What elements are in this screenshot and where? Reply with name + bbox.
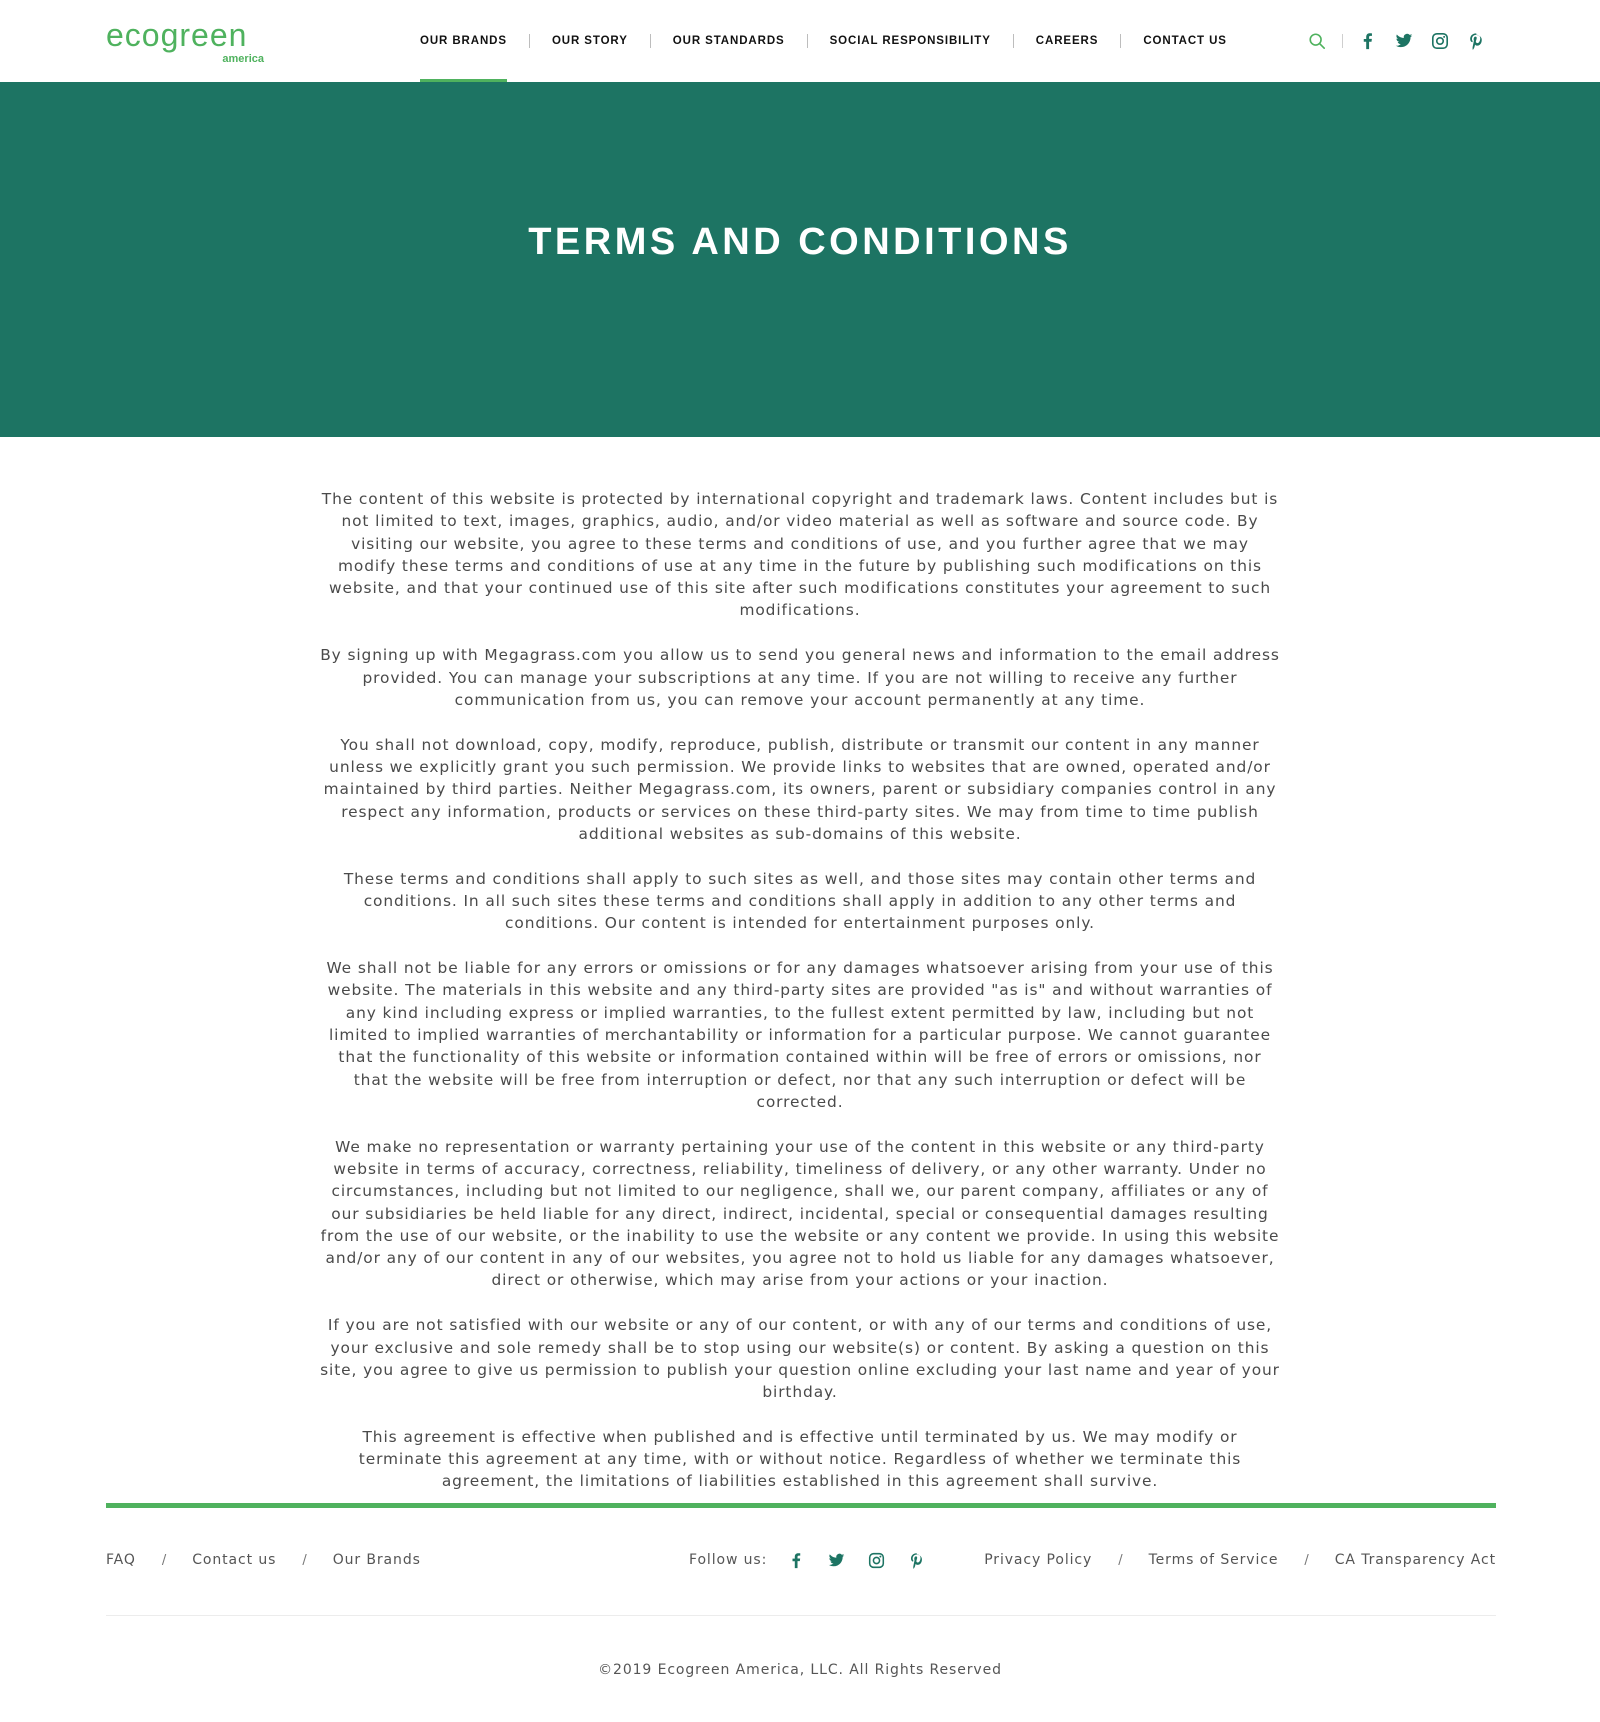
nav-item-our-story[interactable]: OUR STORY — [551, 35, 628, 47]
footer-link-privacy-policy[interactable]: Privacy Policy — [984, 1552, 1093, 1568]
footer-right-links — [984, 1546, 1496, 1574]
footer-separator: / — [302, 1552, 307, 1568]
footer-follow — [689, 1546, 945, 1574]
terms-paragraph: If you are not satisfied with our website or any of our content, or with any of our terms and conditions of use, your exclusive and sole remedy shall be to stop using our website(s) or content. By asking a question on this site, you agree to give us permission to publish your question online excluding your last name and year of your birthday. — [320, 1316, 1280, 1402]
search-icon[interactable] — [1306, 30, 1328, 52]
follow-label: Follow us: — [689, 1552, 768, 1568]
icon-separator — [1342, 34, 1343, 48]
instagram-icon[interactable] — [865, 1549, 887, 1571]
footer-left-links — [106, 1546, 421, 1574]
terms-paragraph: We make no representation or warranty pertaining your use of the content in this website or any third-party website in terms of accuracy, correctness, reliability, timeliness of delivery, or any other warranty. Under no circumstances, including but not limited to our negligence, shall we, our parent company, affiliates or any of our subsidiaries be held liable for any direct, indirect, incidental, special or consequential damages resulting from the use of our website, or the inability to use the website or any content we provide. In using this website and/or any of our content in any of our websites, you agree not to hold us liable for any damages whatsoever, direct or otherwise, which may arise from your actions or your inaction. — [320, 1137, 1280, 1290]
footer-link-contact-us[interactable]: Contact us — [192, 1552, 277, 1568]
logo-wordmark: ecogreen — [106, 17, 248, 53]
nav-separator — [1120, 34, 1121, 48]
footer-link-our-brands[interactable]: Our Brands — [332, 1552, 421, 1568]
header-icons — [1306, 0, 1487, 82]
nav-item-our-standards[interactable]: OUR STANDARDS — [672, 35, 785, 47]
twitter-icon[interactable] — [1393, 30, 1415, 52]
footer-divider — [106, 1503, 1496, 1508]
footer-link-terms-of-service[interactable]: Terms of Service — [1148, 1552, 1279, 1568]
footer-separator: / — [161, 1552, 167, 1568]
site-header — [0, 0, 1600, 83]
nav-separator — [1013, 34, 1014, 48]
facebook-icon[interactable] — [785, 1549, 807, 1571]
footer-separator: / — [1118, 1552, 1123, 1568]
footer-separator: / — [1304, 1552, 1309, 1568]
twitter-icon[interactable] — [825, 1549, 847, 1571]
terms-content — [320, 488, 1280, 1515]
nav-item-contact-us[interactable]: CONTACT US — [1143, 35, 1227, 47]
site-footer — [106, 1546, 1496, 1574]
main-nav — [420, 0, 1227, 82]
nav-item-social-responsibility[interactable]: SOCIAL RESPONSIBILITY — [829, 35, 991, 47]
facebook-icon[interactable] — [1357, 30, 1379, 52]
footer-bottom-line — [106, 1615, 1496, 1616]
footer-link-ca-transparency-act[interactable]: CA Transparency Act — [1334, 1552, 1496, 1568]
nav-separator — [529, 34, 530, 48]
nav-separator — [807, 34, 808, 48]
terms-paragraph: This agreement is effective when published and is effective until terminated by us. We may modify or terminate this agreement at any time, with or without notice. Regardless of whether we terminate this agreement, the limitations of liabilities established in this agreement shall survive. — [358, 1427, 1242, 1491]
footer-link-faq[interactable]: FAQ — [106, 1552, 136, 1568]
nav-separator — [650, 34, 651, 48]
terms-paragraph: The content of this website is protected by international copyright and trademark laws. Content includes but is not limited to text, images, graphics, audio, and/or video material as well as software and source code. By visiting our website, you agree to these terms and conditions of use, and you further agree that we may modify these terms and conditions of use at any time in the future by publishing such modifications on this website, and that your continued use of this site after such modifications constitutes your agreement to such modifications. — [321, 490, 1279, 620]
ecogreen-logo[interactable] — [106, 18, 266, 68]
pinterest-icon[interactable] — [905, 1549, 927, 1571]
nav-item-careers[interactable]: CAREERS — [1035, 35, 1099, 47]
page-title: TERMS AND CONDITIONS — [528, 221, 1072, 263]
terms-paragraph: You shall not download, copy, modify, reproduce, publish, distribute or transmit our content in any manner unless we explicitly grant you such permission. We provide links to websites that are owned, operated and/or maintained by third parties. Neither Megagrass.com, its owners, parent or subsidiary companies control in any respect any information, products or services on these third-party sites. We may from time to time publish additional websites as sub-domains of this website. — [323, 735, 1277, 843]
nav-item-our-brands[interactable]: OUR BRANDS — [420, 0, 507, 82]
copyright-text: ©2019 Ecogreen America, LLC. All Rights Reserved — [598, 1662, 1002, 1678]
terms-paragraph: We shall not be liable for any errors or omissions or for any damages whatsoever arising from your use of this website. The materials in this website and any third-party sites are provided "as is" and without warranties of any kind including express or implied warranties, to the fullest extent permitted by law, including but not limited to implied warranties of merchantability or information for a particular purpose. We cannot guarantee that the functionality of this website or information contained within will be free of errors or omissions, nor that the website will be free from interruption or defect, nor that any such interruption or defect will be corrected. — [326, 959, 1274, 1111]
terms-paragraph: These terms and conditions shall apply to such sites as well, and those sites may contain other terms and conditions. In all such sites these terms and conditions shall apply in addition to any other terms and conditions. Our content is intended for entertainment purposes only. — [343, 869, 1257, 933]
hero-banner — [0, 82, 1600, 437]
logo-subtitle: america — [222, 53, 264, 65]
instagram-icon[interactable] — [1429, 30, 1451, 52]
terms-paragraph: By signing up with Megagrass.com you allow us to send you general news and information to the email address provided. You can manage your subscriptions at any time. If you are not willing to receive any further communication from us, you can remove your account permanently at any time. — [320, 646, 1280, 709]
pinterest-icon[interactable] — [1465, 30, 1487, 52]
